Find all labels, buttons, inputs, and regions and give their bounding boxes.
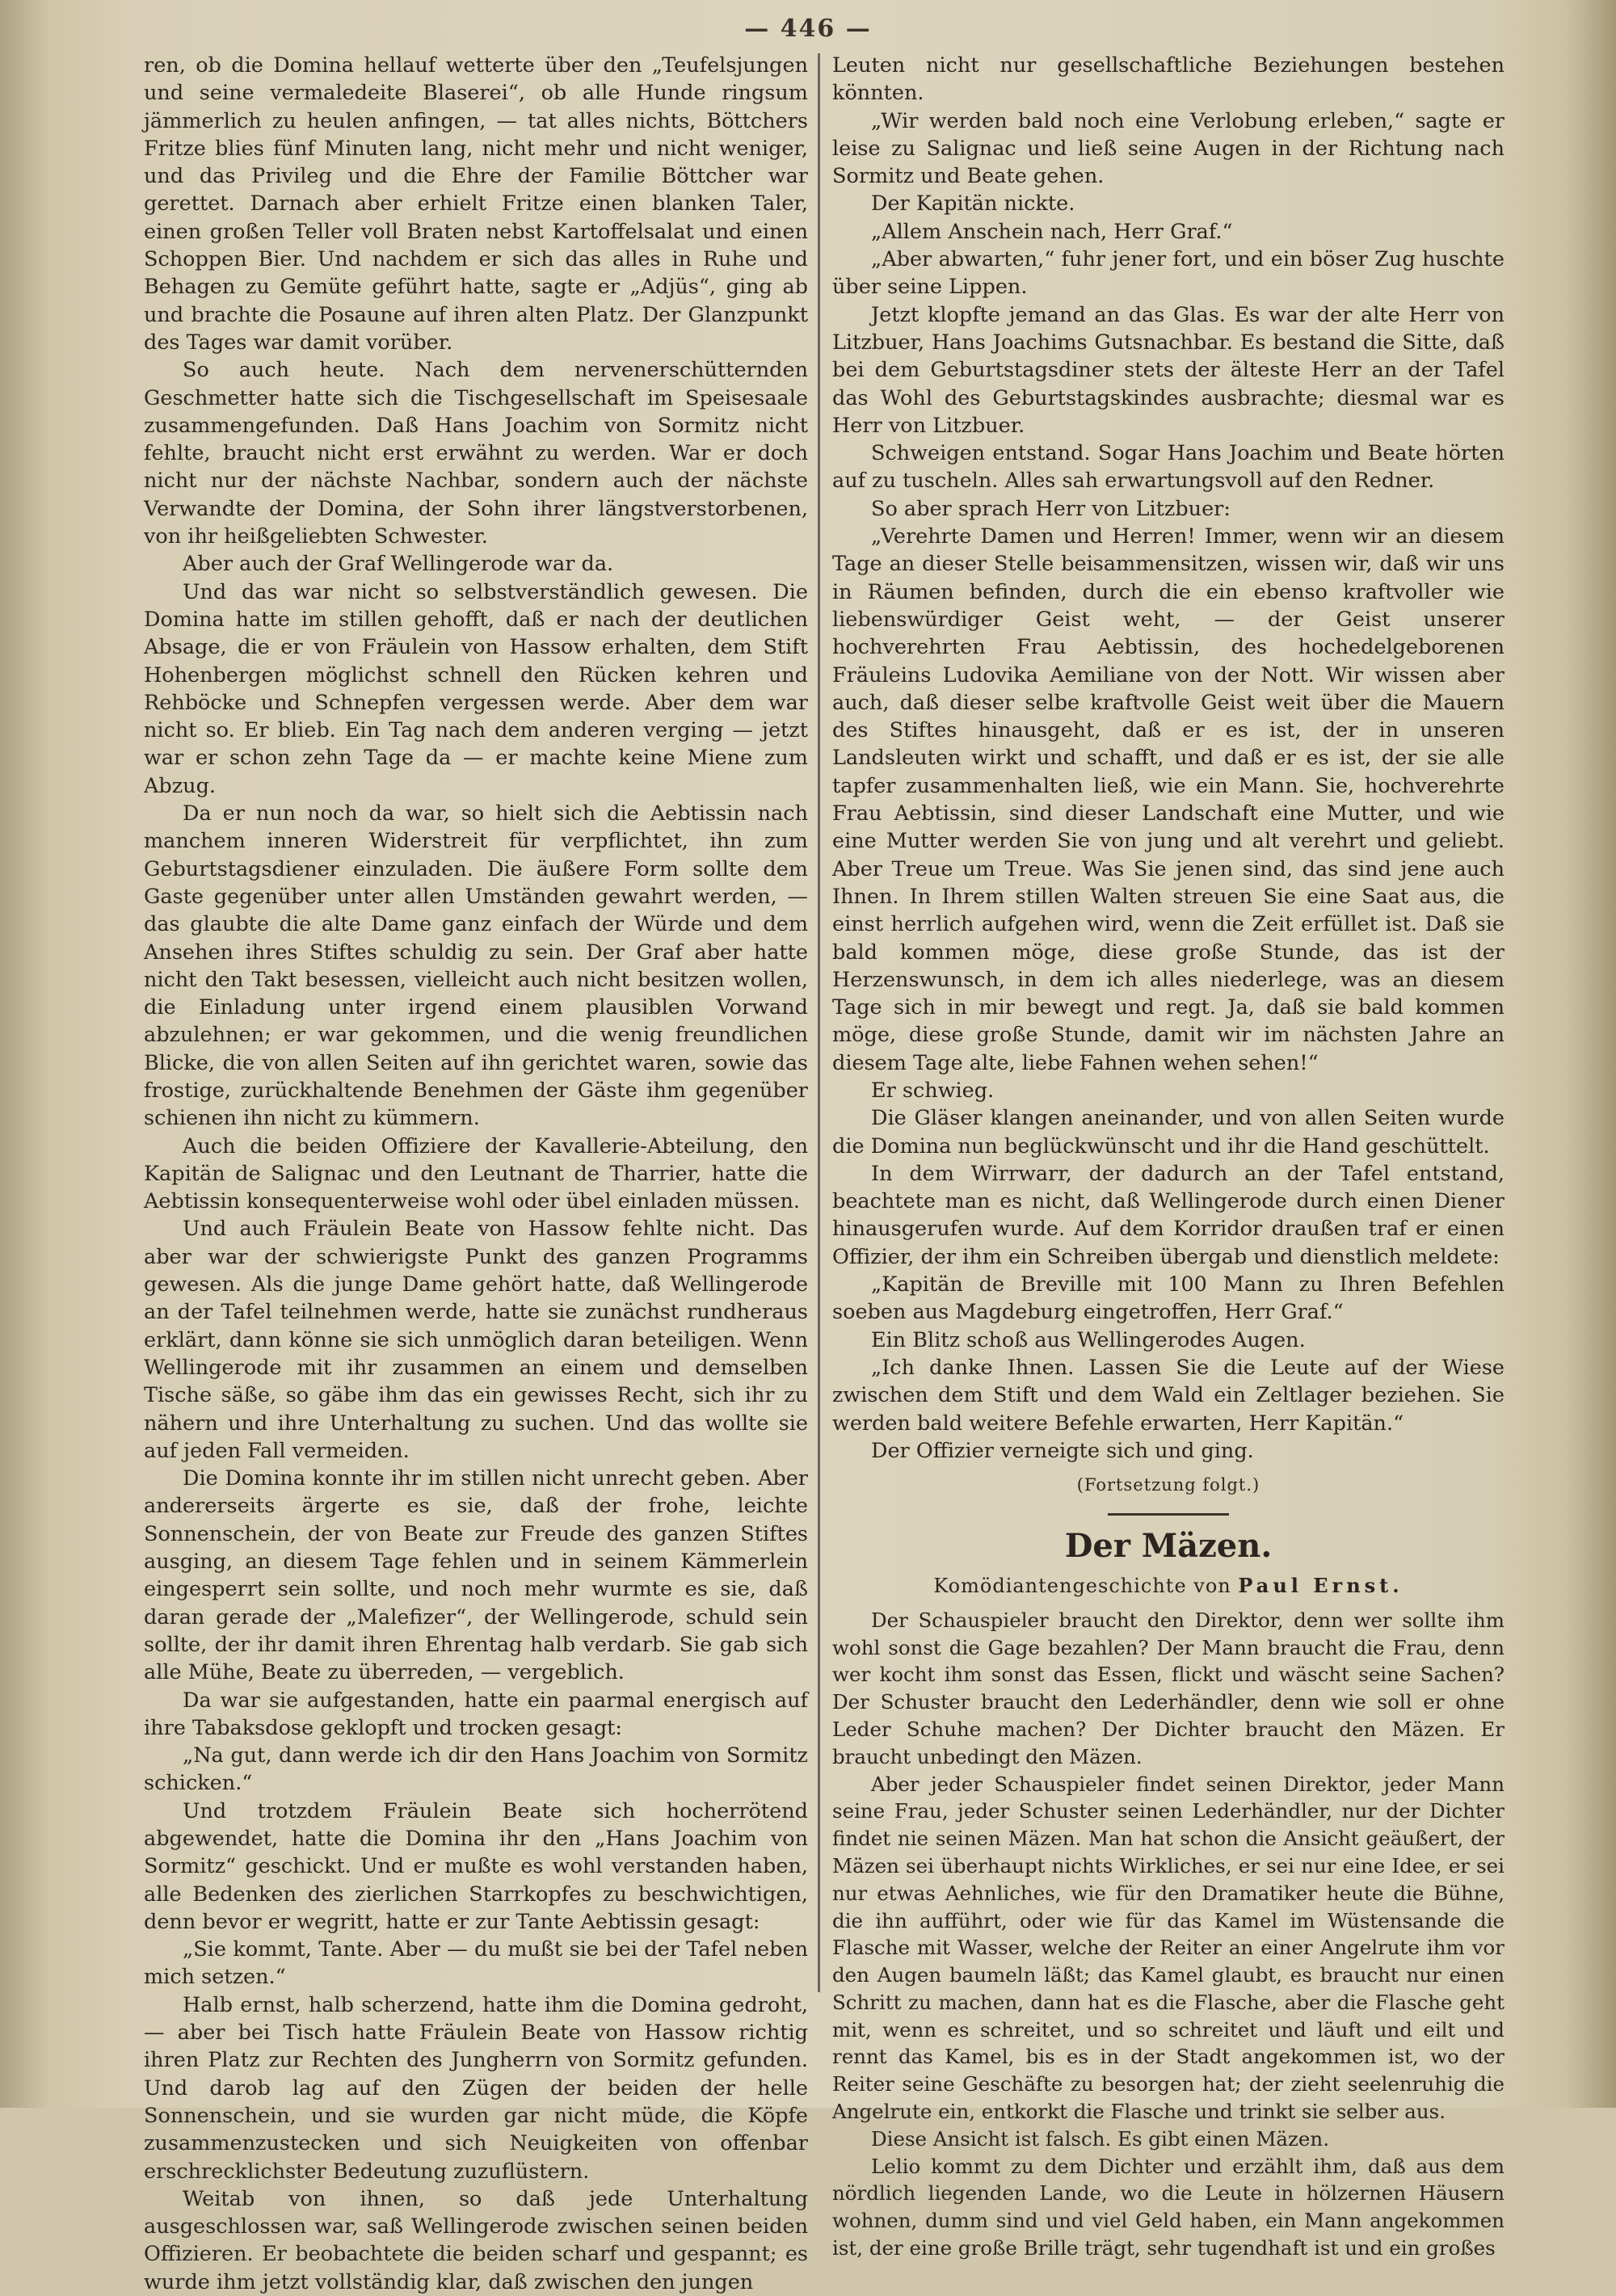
paragraph: So aber sprach Herr von Litzbuer:: [871, 496, 1231, 521]
paragraph: Und auch Fräulein Beate von Hassow fehlte nicht. Das aber war der schwierigste Punkt des ganzen Programms gewesen. Als die junge Dame gehört hatte, daß Wellingerode an der Tafel teilnehmen werde, hatte sie zunächst rundheraus erklärt, dann könne sie sich unmöglich daran beteiligen. Wenn Wellingerode mit ihr zusammen an einem und demselben Tische säße, so gäbe ihm das ein gewisses Recht, sich ihr zu nähern und ihre Unterhaltung zu suchen. Und das wollte sie auf jeden Fall vermeiden.: [144, 1217, 808, 1463]
paragraph: Aber auch der Graf Wellingerode war da.: [183, 552, 614, 577]
continuation-note: (Fortsetzung folgt.): [1076, 1475, 1260, 1495]
paragraph: Und trotzdem Fräulein Beate sich hocherrötend abgewendet, hatte die Domina ihr den „Hans Joachim von Sormitz“ geschickt. Und er mußte es wohl verstanden haben, alle Bedenken des zierlichen Starrkopfes zu beschwichtigen, denn bevor er wegritt, hatte er zur Tante Aebtissin gesagt:: [144, 1798, 808, 1934]
left-column: [144, 52, 808, 2294]
paragraph: Die Domina konnte ihr im stillen nicht unrecht geben. Aber andererseits ärgerte es sie, daß der frohe, leichte Sonnenschein, der von Beate zur Freude des ganzen Stiftes ausging, an diesem Tage fehlen und in seinem Kämmerlein eingesperrt sein sollte, und noch mehr wurmte es sie, daß daran gerade der „Malefizer“, der Wellingerode, schuld sein sollte, der ihr damit ihren Ehrentag halb verdarb. Sie gab sich alle Mühe, Beate zu überreden, — vergeblich.: [144, 1466, 808, 1685]
paragraph: Auch die beiden Offiziere der Kavallerie-Abteilung, den Kapitän de Salignac und den Leutnant de Tharrier, hatte die Aebtissin konsequenterweise wohl oder übel einladen müssen.: [144, 1133, 808, 1214]
column-divider: [818, 53, 820, 1992]
paragraph: Und das war nicht so selbstverständlich gewesen. Die Domina hatte im stillen gehofft, daß er nach der deutlichen Absage, die er von Fräulein von Hassow erhalten, dem Stift Hohenbergen möglichst schnell den Rücken kehren und Rehböcke und Schnepfen vergessen werde. Aber dem war nicht so. Er blieb. Ein Tag nach dem anderen verging — jetzt war er schon zehn Tage da — er machte keine Miene zum Abzug.: [144, 579, 808, 798]
serial-novel-continuation: [832, 52, 1504, 1465]
paragraph: Leuten nicht nur gesellschaftliche Beziehungen bestehen könnten.: [832, 53, 1504, 106]
article-genre: Komödiantengeschichte von: [933, 1575, 1231, 1598]
paragraph: Aber jeder Schauspieler findet seinen Direktor, jeder Mann seine Frau, jeder Schuster seinen Lederhändler, nur der Dichter findet nie seinen Mäzen. Man hat schon die Ansicht geäußert, der Mäzen sei überhaupt nichts Wirkliches, er sei nur eine Idee, er sei nur etwas Aehnliches, wie für den Dramatiker heute die Bühne, die ihn aufführt, oder wie für das Kamel im Wüstensande die Flasche mit Wasser, welche der Reiter an einer Angelrute ihm vor den Augen baumeln läßt; das Kamel glaubt, es braucht nur einen Schritt zu machen, dann hat es die Flasche, aber die Flasche geht mit, wenn es schreitet, und so schreitet und läuft und eilt und rennt das Kamel, bis es in der Stadt angekommen ist, wo der Reiter seine Geschäfte zu besorgen hat; der zieht seelenruhig die Angelrute ein, entkorkt die Flasche und trinkt sie selber aus.: [832, 1772, 1504, 2124]
paragraph: ren, ob die Domina hellauf wetterte über den „Teufelsjungen und seine vermaledeite Blaserei“, ob alle Hunde ringsum jämmerlich zu heulen anfingen, — tat alles nichts, Böttchers Fritze blies fünf Minuten lang, nicht mehr und nicht weniger, und das Privileg und die Ehre der Familie Böttcher war gerettet. Darnach aber erhielt Fritze einen blanken Taler, einen großen Teller voll Braten nebst Kartoffelsalat und einen Schoppen Bier. Und nachdem er sich das alles in Ruhe und Behagen zu Gemüte geführt hatte, sagte er „Adjüs“, ging ab und brachte die Posaune auf ihren alten Platz. Der Glanzpunkt des Tages war damit vorüber.: [144, 53, 808, 355]
paragraph: Der Offizier verneigte sich und ging.: [871, 1438, 1254, 1463]
paragraph: „Verehrte Damen und Herren! Immer, wenn wir an diesem Tage an dieser Stelle beisammensitzen, wissen wir, daß wir uns in Räumen befinden, durch die ein ebenso kraftvoller wie liebenswürdiger Geist weht, — der Geist unserer hochverehrten Frau Aebtissin, des hochedelgeborenen Fräuleins Ludovika Aemiliane von der Nott. Wir wissen aber auch, daß dieser selbe kraftvolle Geist weit über die Mauern des Stiftes hinausgeht, daß er es ist, der in unseren Landsleuten wirkt und schafft, und daß er es ist, der sie alle tapfer zusammenhalten ließ, wie ein Mann. Sie, hochverehrte Frau Aebtissin, sind dieser Landschaft eine Mutter, und wie eine Mutter werden Sie von jung und alt verehrt und geliebt. Aber Treue um Treue. Was Sie jenen sind, das sind jene auch Ihnen. In Ihrem stillen Walten streuen Sie eine Saat aus, die einst herrlich aufgehen wird, wenn die Zeit erfüllet ist. Daß sie bald kommen möge, diese große Stunde, das ist der Herzenswunsch, in dem ich alles niederlege, was an diesem Tage sich in mir bewegt und regt. Ja, daß sie bald kommen möge, diese große Stunde, damit wir im nächsten Jahre an diesem Tage alte, liebe Fahnen wehen sehen!“: [832, 524, 1504, 1075]
page-edge-shadow-left: [0, 0, 48, 2108]
paragraph: „Wir werden bald noch eine Verlobung erleben,“ sagte er leise zu Salignac und ließ seine Augen in der Richtung nach Sormitz und Beate gehen.: [832, 108, 1504, 189]
paragraph: Ein Blitz schoß aus Wellingerodes Augen.: [871, 1327, 1306, 1352]
paragraph: „Allem Anschein nach, Herr Graf.“: [871, 219, 1233, 244]
paragraph: Lelio kommt zu dem Dichter und erzählt ihm, daß aus dem nördlich liegenden Lande, wo die Leute in hölzernen Häusern wohnen, dumm sind und viel Geld haben, ein Mann angekommen ist, der eine große Brille trägt, sehr tugendhaft ist und ein großes: [832, 2154, 1504, 2260]
paragraph: Halb ernst, halb scherzend, hatte ihm die Domina gedroht, — aber bei Tisch hatte Fräulein Beate von Hassow richtig ihren Platz zur Rechten des Jungherrn von Sormitz gefunden. Und darob lag auf den Zügen der beiden der helle Sonnenschein, und sie wurden gar nicht müde, die Köpfe zusammenzustecken und sich Neuigkeiten von offenbar erschrecklichster Bedeutung zuzuflüstern.: [144, 1992, 808, 2184]
paragraph: In dem Wirrwarr, der dadurch an der Tafel entstand, beachtete man es nicht, daß Wellingerode durch einen Diener hinausgerufen wurde. Auf dem Korridor draußen traf er einen Offizier, der ihm ein Schreiben übergab und dienstlich meldete:: [832, 1161, 1504, 1269]
paragraph: Jetzt klopfte jemand an das Glas. Es war der alte Herr von Litzbuer, Hans Joachims Gutsnachbar. Es bestand die Sitte, daß bei dem Geburtstagsdiner stets der älteste Herr an der Tafel das Wohl des Geburtstagskindes ausbrachte; diesmal war es Herr von Litzbuer.: [832, 302, 1504, 438]
article-title: Der Mäzen.: [1064, 1527, 1273, 1566]
paragraph: „Sie kommt, Tante. Aber — du mußt sie bei der Tafel neben mich setzen.“: [144, 1937, 808, 1990]
page-edge-shadow-right: [1568, 0, 1616, 2108]
paragraph: „Aber abwarten,“ fuhr jener fort, und ein böser Zug huschte über seine Lippen.: [832, 247, 1504, 300]
article-author: Paul Ernst.: [1238, 1574, 1403, 1598]
paragraph: Der Kapitän nickte.: [871, 191, 1075, 217]
paragraph: „Ich danke Ihnen. Lassen Sie die Leute auf der Wiese zwischen dem Stift und dem Wald ein Zeltlager beziehen. Sie werden bald weitere Befehle erwarten, Herr Kapitän.“: [832, 1355, 1504, 1436]
paragraph: Da er nun noch da war, so hielt sich die Aebtissin nach manchem inneren Widerstreit für verpflichtet, ihn zum Geburtstagsdiener einzuladen. Die äußere Form sollte dem Gaste gegenüber unter allen Umständen gewahrt werden, — das glaubte die alte Dame ganz einfach der Würde und dem Ansehen ihres Stiftes schuldig zu sein. Der Graf aber hatte nicht den Takt besessen, vielleicht auch nicht besitzen wollen, die Einladung unter irgend einem plausiblen Vorwand abzulehnen; er war gekommen, und die wenig freundlichen Blicke, die von allen Seiten auf ihn gerichtet waren, sowie das frostige, zurückhaltende Benehmen der Gäste ihm gegenüber schienen ihn nicht zu kümmern.: [144, 801, 808, 1131]
paragraph: Er schwieg.: [871, 1078, 995, 1103]
paragraph: Weitab von ihnen, so daß jede Unterhaltung ausgeschlossen war, saß Wellingerode zwischen seinen beiden Offizieren. Er beobachtete die beiden scharf und gespannt; es wurde ihm jetzt vollständig klar, daß zwischen den jungen: [144, 2186, 808, 2294]
article-body: [832, 1607, 1504, 2262]
article-separator: [1108, 1513, 1229, 1516]
paragraph: Da war sie aufgestanden, hatte ein paarmal energisch auf ihre Tabaksdose geklopft und trocken gesagt:: [144, 1688, 808, 1740]
paragraph: Diese Ansicht ist falsch. Es gibt einen Mäzen.: [871, 2126, 1329, 2151]
paragraph: Der Schauspieler braucht den Direktor, denn wer sollte ihm wohl sonst die Gage bezahlen? Der Mann braucht die Frau, denn wer kocht ihm sonst das Essen, flickt und wäscht seine Sachen? Der Schuster braucht den Lederhändler, denn wie soll er ohne Leder Schuhe machen? Der Dichter braucht den Mäzen. Er braucht unbedingt den Mäzen.: [832, 1608, 1504, 1768]
right-column: [832, 52, 1504, 2260]
paragraph: So auch heute. Nach dem nervenerschütternden Geschmetter hatte sich die Tischgesellschaft im Speisesaale zusammengefunden. Daß Hans Joachim von Sormitz nicht fehlte, braucht nicht erst erwähnt zu werden. War er doch nicht nur der nächste Nachbar, sondern auch der nächste Verwandte der Domina, der Sohn ihrer längstverstorbenen, von ihr heißgeliebten Schwester.: [144, 358, 808, 549]
paragraph: Die Gläser klangen aneinander, und von allen Seiten wurde die Domina nun beglückwünscht und ihr die Hand geschüttelt.: [832, 1106, 1504, 1159]
page-number: — 446 —: [744, 15, 872, 43]
article-subtitle: [832, 1572, 1504, 1600]
paragraph: Schweigen entstand. Sogar Hans Joachim und Beate hörten auf zu tuscheln. Alles sah erwartungsvoll auf den Redner.: [832, 441, 1504, 494]
paragraph: „Kapitän de Breville mit 100 Mann zu Ihren Befehlen soeben aus Magdeburg eingetroffen, Herr Graf.“: [832, 1272, 1504, 1325]
paragraph: „Na gut, dann werde ich dir den Hans Joachim von Sormitz schicken.“: [144, 1743, 808, 1796]
